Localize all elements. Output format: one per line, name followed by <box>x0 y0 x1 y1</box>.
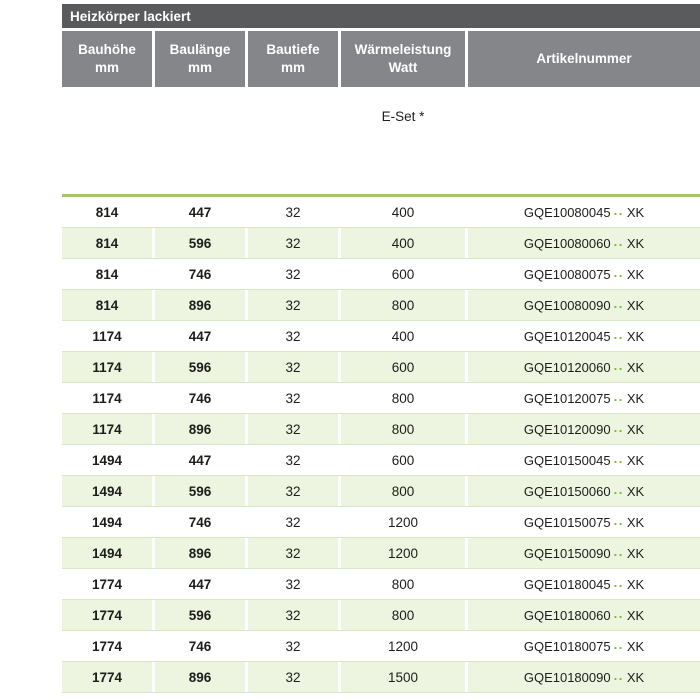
cell-artikelnummer <box>468 507 700 537</box>
cell-bauhoehe: 1174 <box>62 383 152 413</box>
cell-wattage: 400 <box>341 197 465 227</box>
cell-bautiefe: 32 <box>248 538 338 568</box>
cell-bautiefe: 32 <box>248 414 338 444</box>
column-header-row <box>62 31 700 87</box>
table-row <box>62 290 700 321</box>
cell-bautiefe: 32 <box>248 569 338 599</box>
artikel-code: GQE10150090 <box>523 545 611 561</box>
table-row <box>62 569 700 600</box>
artikel-suffix: XK <box>626 297 645 313</box>
artikel-suffix: XK <box>626 266 645 282</box>
cell-wattage: 400 <box>341 321 465 351</box>
green-dots-icon: .. <box>613 512 624 528</box>
green-dots-icon: .. <box>613 481 624 497</box>
cell-bauhoehe: 1174 <box>62 414 152 444</box>
cell-wattage: 800 <box>341 600 465 630</box>
cell-wattage: 800 <box>341 414 465 444</box>
table-row <box>62 259 700 290</box>
artikel-code: GQE10180075 <box>523 638 611 654</box>
subheader-eset: E-Set * <box>381 109 425 124</box>
green-dots-icon: .. <box>613 667 624 683</box>
cell-wattage: 400 <box>341 228 465 258</box>
cell-bautiefe: 32 <box>248 507 338 537</box>
cell-artikelnummer <box>468 569 700 599</box>
cell-bauhoehe: 1174 <box>62 321 152 351</box>
table-row <box>62 197 700 228</box>
artikel-code: GQE10080090 <box>523 297 611 313</box>
artikel-suffix: XK <box>626 421 645 437</box>
cell-wattage: 600 <box>341 352 465 382</box>
cell-wattage: 600 <box>341 445 465 475</box>
cell-artikelnummer <box>468 383 700 413</box>
subheader-area <box>62 87 700 194</box>
table-row <box>62 414 700 445</box>
cell-bautiefe: 32 <box>248 631 338 661</box>
cell-baulaenge: 447 <box>155 445 245 475</box>
column-header-baulaenge: Baulänge mm <box>155 31 245 87</box>
cell-artikelnummer <box>468 414 700 444</box>
cell-baulaenge: 746 <box>155 259 245 289</box>
cell-bautiefe: 32 <box>248 259 338 289</box>
artikel-suffix: XK <box>626 483 645 499</box>
green-dots-icon: .. <box>613 636 624 652</box>
cell-baulaenge: 447 <box>155 197 245 227</box>
cell-bautiefe: 32 <box>248 228 338 258</box>
cell-bautiefe: 32 <box>248 352 338 382</box>
artikel-code: GQE10080045 <box>523 204 611 220</box>
column-header-bauhoehe: Bauhöhe mm <box>62 31 152 87</box>
green-dots-icon: .. <box>613 388 624 404</box>
cell-baulaenge: 896 <box>155 290 245 320</box>
table-row <box>62 600 700 631</box>
cell-wattage: 1500 <box>341 662 465 692</box>
cell-bautiefe: 32 <box>248 383 338 413</box>
cell-wattage: 600 <box>341 259 465 289</box>
cell-baulaenge: 896 <box>155 538 245 568</box>
artikel-suffix: XK <box>626 235 645 251</box>
table-row <box>62 476 700 507</box>
green-dots-icon: .. <box>613 233 624 249</box>
cell-baulaenge: 896 <box>155 662 245 692</box>
cell-artikelnummer <box>468 631 700 661</box>
cell-bautiefe: 32 <box>248 445 338 475</box>
cell-baulaenge: 746 <box>155 507 245 537</box>
artikel-code: GQE10150075 <box>523 514 611 530</box>
cell-bauhoehe: 1174 <box>62 352 152 382</box>
artikel-suffix: XK <box>626 359 645 375</box>
artikel-code: GQE10120045 <box>523 328 611 344</box>
green-dots-icon: .. <box>613 605 624 621</box>
green-dots-icon: .. <box>613 450 624 466</box>
cell-wattage: 800 <box>341 476 465 506</box>
cell-bauhoehe: 814 <box>62 259 152 289</box>
cell-wattage: 1200 <box>341 538 465 568</box>
cell-bautiefe: 32 <box>248 662 338 692</box>
artikel-code: GQE10120060 <box>523 359 611 375</box>
table-row <box>62 352 700 383</box>
cell-bauhoehe: 1774 <box>62 662 152 692</box>
artikel-code: GQE10080060 <box>523 235 611 251</box>
green-dots-icon: .. <box>613 202 624 218</box>
artikel-code: GQE10120090 <box>523 421 611 437</box>
cell-artikelnummer <box>468 197 700 227</box>
artikel-suffix: XK <box>626 607 645 623</box>
table-row <box>62 383 700 414</box>
artikel-suffix: XK <box>626 452 645 468</box>
cell-wattage: 1200 <box>341 507 465 537</box>
cell-bautiefe: 32 <box>248 321 338 351</box>
table-row <box>62 631 700 662</box>
column-header-artikelnummer: Artikelnummer <box>468 31 700 87</box>
green-dots-icon: .. <box>613 574 624 590</box>
cell-baulaenge: 447 <box>155 569 245 599</box>
cell-baulaenge: 746 <box>155 383 245 413</box>
artikel-code: GQE10150060 <box>523 483 611 499</box>
artikel-suffix: XK <box>626 204 645 220</box>
cell-bauhoehe: 1774 <box>62 631 152 661</box>
green-dots-icon: .. <box>613 543 624 559</box>
artikel-suffix: XK <box>626 390 645 406</box>
artikel-suffix: XK <box>626 545 645 561</box>
cell-bautiefe: 32 <box>248 197 338 227</box>
cell-bauhoehe: 1774 <box>62 600 152 630</box>
cell-bauhoehe: 1494 <box>62 507 152 537</box>
artikel-code: GQE10150045 <box>523 452 611 468</box>
cell-bautiefe: 32 <box>248 600 338 630</box>
cell-wattage: 1200 <box>341 631 465 661</box>
cell-baulaenge: 596 <box>155 600 245 630</box>
artikel-suffix: XK <box>626 669 645 685</box>
table-row <box>62 538 700 569</box>
cell-bauhoehe: 814 <box>62 197 152 227</box>
column-header-waermeleistung: Wärmeleistung Watt <box>341 31 465 87</box>
cell-baulaenge: 746 <box>155 631 245 661</box>
cell-bauhoehe: 1494 <box>62 445 152 475</box>
artikel-suffix: XK <box>626 328 645 344</box>
green-dots-icon: .. <box>613 326 624 342</box>
artikel-code: GQE10120075 <box>523 390 611 406</box>
artikel-suffix: XK <box>626 576 645 592</box>
cell-bautiefe: 32 <box>248 290 338 320</box>
table-body <box>62 197 700 693</box>
table-row <box>62 662 700 693</box>
artikel-code: GQE10180045 <box>523 576 611 592</box>
green-dots-icon: .. <box>613 357 624 373</box>
table-title: Heizkörper lackiert <box>70 8 191 24</box>
cell-wattage: 800 <box>341 290 465 320</box>
cell-baulaenge: 596 <box>155 352 245 382</box>
table-row <box>62 321 700 352</box>
cell-baulaenge: 596 <box>155 228 245 258</box>
cell-artikelnummer <box>468 321 700 351</box>
cell-baulaenge: 896 <box>155 414 245 444</box>
cell-wattage: 800 <box>341 383 465 413</box>
cell-artikelnummer <box>468 662 700 692</box>
table-row <box>62 507 700 538</box>
cell-bauhoehe: 814 <box>62 228 152 258</box>
cell-artikelnummer <box>468 228 700 258</box>
artikel-suffix: XK <box>626 638 645 654</box>
green-dots-icon: .. <box>613 295 624 311</box>
artikel-code: GQE10080075 <box>523 266 611 282</box>
cell-bautiefe: 32 <box>248 476 338 506</box>
cell-bauhoehe: 1494 <box>62 476 152 506</box>
cell-artikelnummer <box>468 600 700 630</box>
cell-artikelnummer <box>468 259 700 289</box>
cell-bauhoehe: 814 <box>62 290 152 320</box>
cell-bauhoehe: 1494 <box>62 538 152 568</box>
green-dots-icon: .. <box>613 264 624 280</box>
artikel-code: GQE10180090 <box>523 669 611 685</box>
cell-artikelnummer <box>468 290 700 320</box>
cell-artikelnummer <box>468 352 700 382</box>
cell-baulaenge: 596 <box>155 476 245 506</box>
column-header-bautiefe: Bautiefe mm <box>248 31 338 87</box>
cell-artikelnummer <box>468 445 700 475</box>
cell-wattage: 800 <box>341 569 465 599</box>
green-dots-icon: .. <box>613 419 624 435</box>
artikel-suffix: XK <box>626 514 645 530</box>
table-row <box>62 228 700 259</box>
table-row <box>62 445 700 476</box>
cell-bauhoehe: 1774 <box>62 569 152 599</box>
artikel-code: GQE10180060 <box>523 607 611 623</box>
cell-baulaenge: 447 <box>155 321 245 351</box>
cell-artikelnummer <box>468 476 700 506</box>
cell-artikelnummer <box>468 538 700 568</box>
table-title-bar <box>62 4 700 28</box>
